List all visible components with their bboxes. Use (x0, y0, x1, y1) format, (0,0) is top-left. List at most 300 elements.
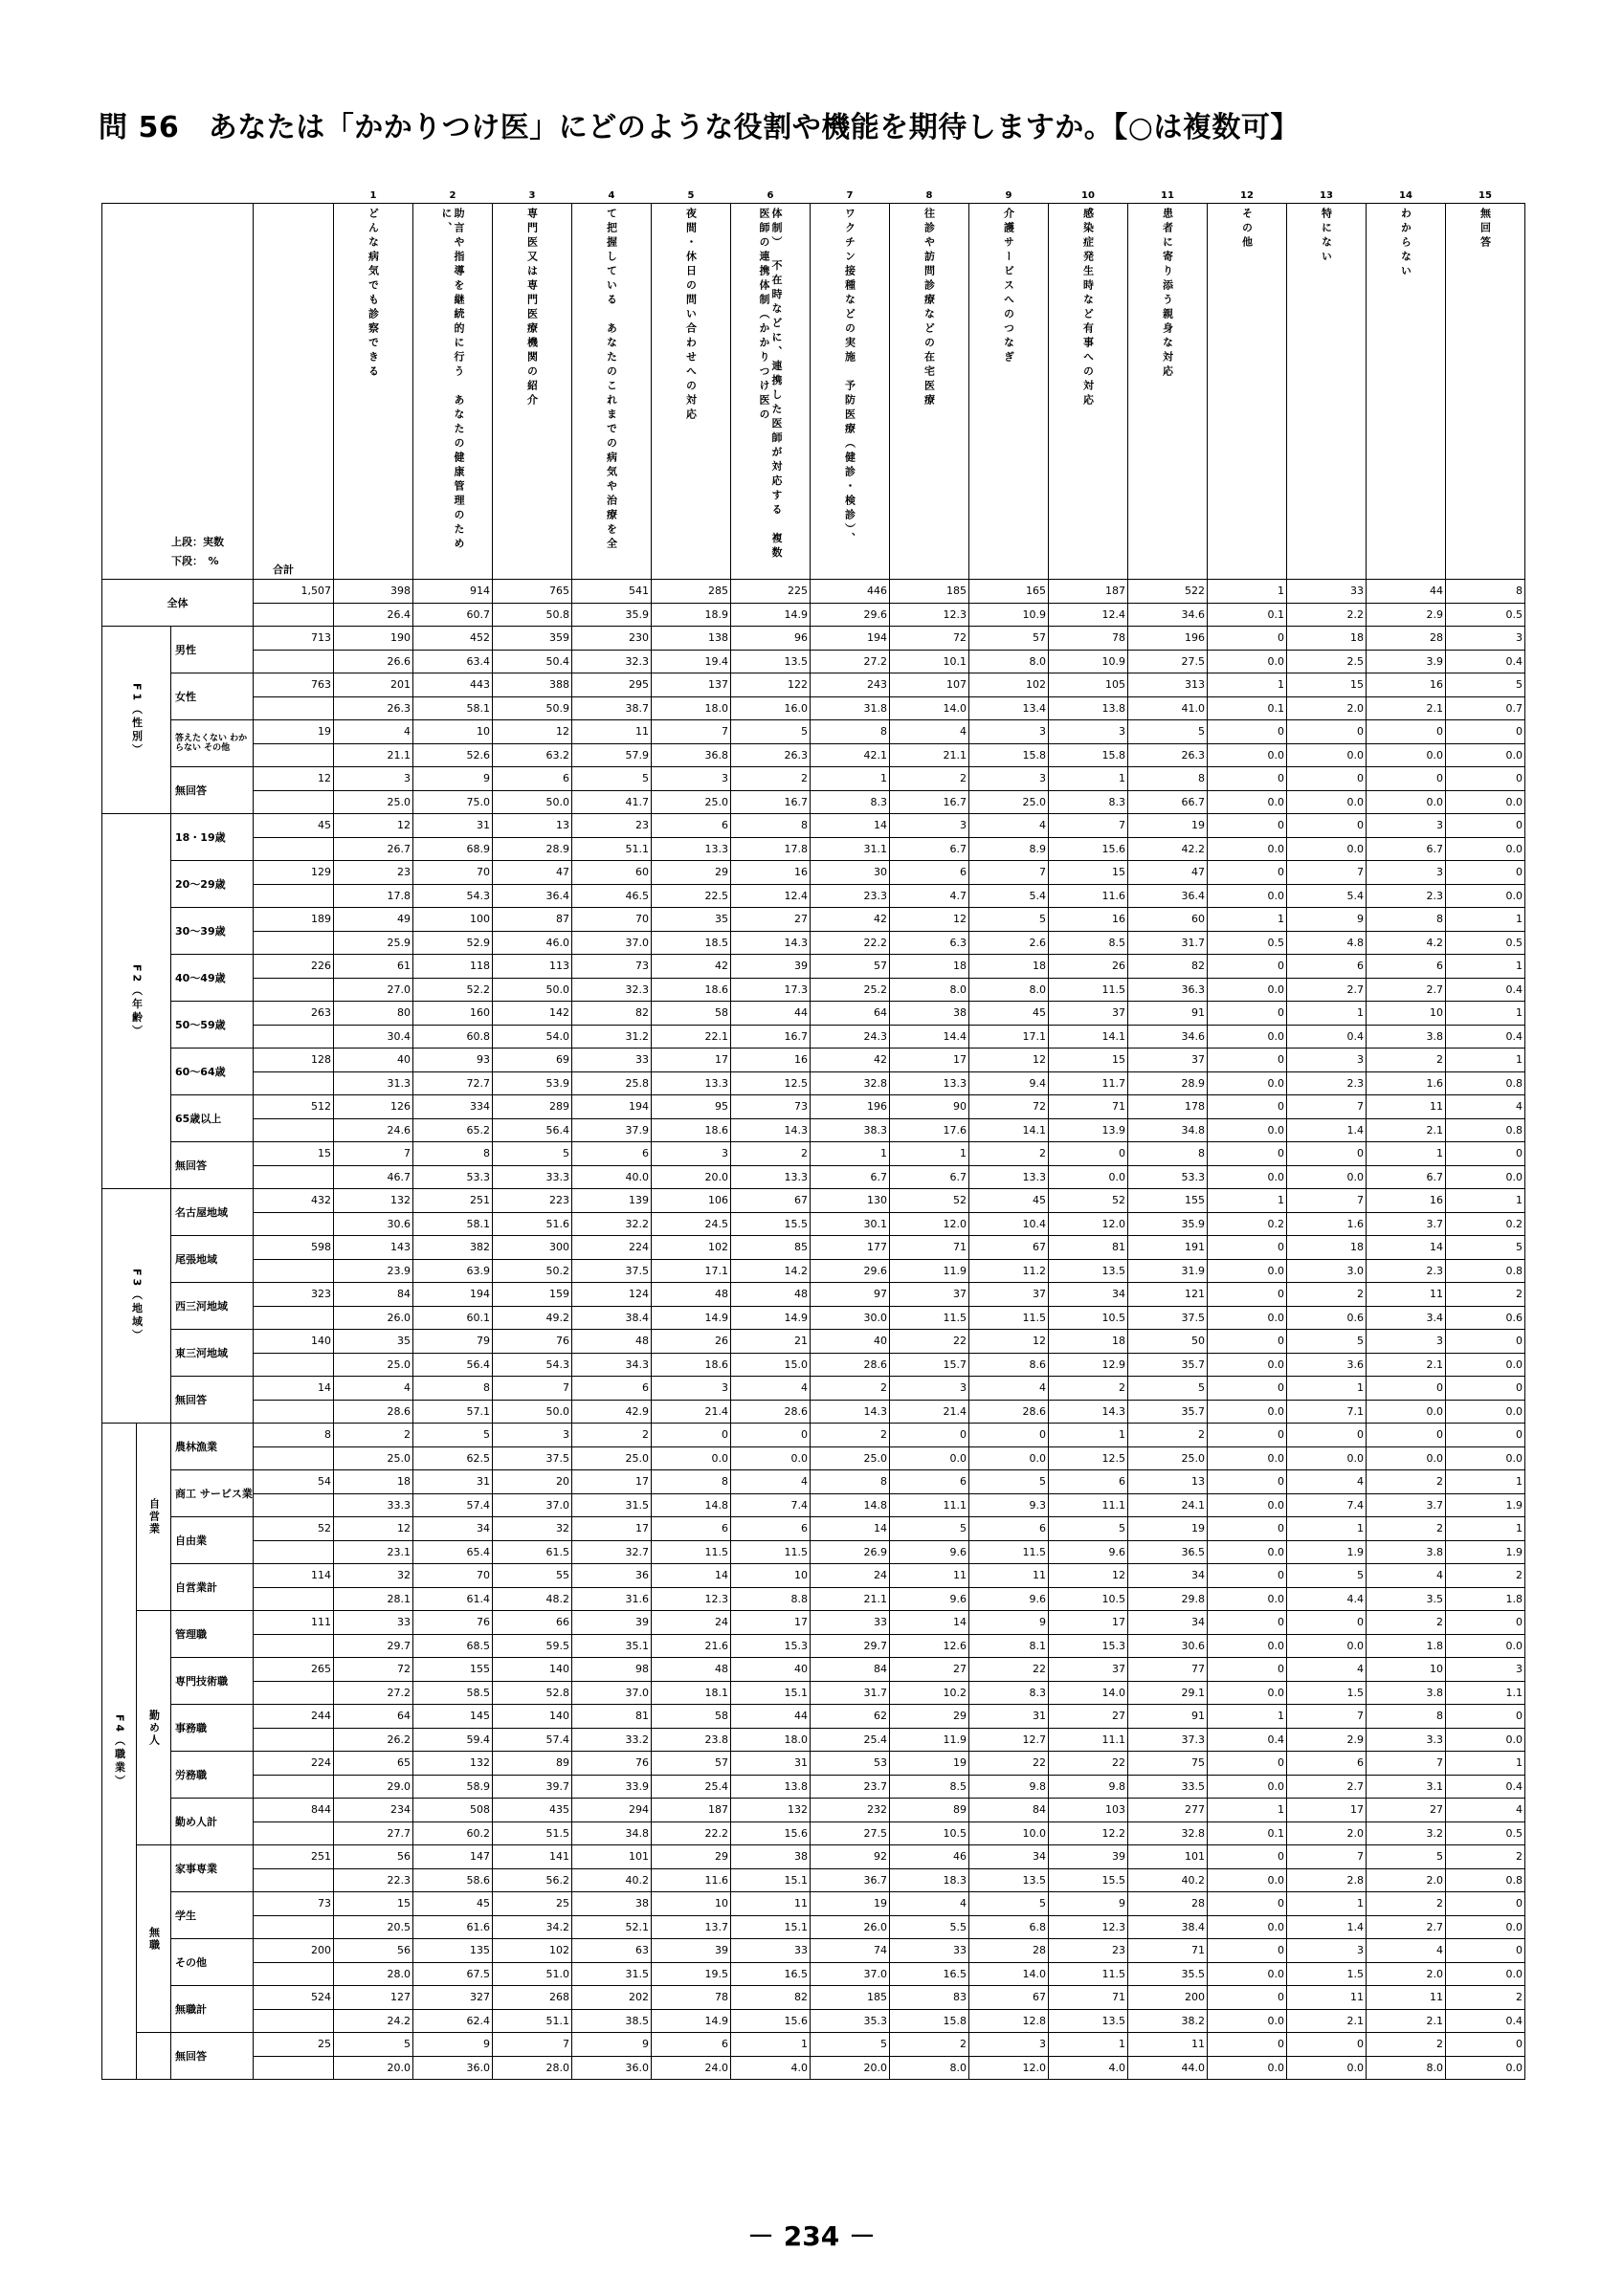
count-value: 52 (1049, 1189, 1127, 1213)
percent-value: 12.3 (943, 608, 967, 621)
data-cell (413, 1939, 493, 1986)
data-cell (413, 1799, 493, 1845)
data-cell (493, 1142, 572, 1189)
percent-value: 38.4 (1181, 1921, 1205, 1933)
data-cell (572, 1658, 652, 1705)
percent-value: 0.5 (1505, 937, 1523, 949)
data-cell (1128, 955, 1208, 1002)
percent-value: 13.8 (1101, 702, 1125, 715)
percent-value: 3.2 (1426, 1827, 1443, 1840)
count-value: 113 (493, 955, 571, 979)
percent-value: 36.4 (545, 890, 569, 902)
table-row (102, 1892, 1525, 1939)
data-cell (1208, 627, 1287, 673)
percent-value: 5.4 (1029, 890, 1046, 902)
percent-value: 58.1 (466, 1218, 490, 1230)
data-cell (1128, 1283, 1208, 1330)
total-cell (254, 767, 334, 814)
data-cell (572, 1095, 652, 1142)
percent-value: 28.0 (387, 1968, 411, 1980)
count-value: 200 (254, 1939, 333, 1963)
option-number: 3 (528, 189, 536, 201)
count-value: 223 (493, 1189, 571, 1213)
data-cell (1208, 1189, 1287, 1236)
data-cell (731, 1892, 811, 1939)
percent-value: 22.2 (863, 937, 887, 949)
count-value: 31 (969, 1705, 1048, 1729)
count-value: 3 (1367, 1330, 1445, 1354)
count-value: 1 (1287, 1002, 1366, 1026)
percent-value: 2.7 (1346, 983, 1364, 996)
count-value: 224 (572, 1236, 651, 1260)
percent-value: 33.5 (1181, 1780, 1205, 1793)
data-cell (334, 1049, 413, 1095)
percent-value: 18.6 (704, 1358, 728, 1371)
data-cell (1049, 1283, 1128, 1330)
count-value: 67 (969, 1986, 1048, 2010)
data-cell (1128, 767, 1208, 814)
data-cell (811, 1892, 890, 1939)
count-value: 6 (572, 1377, 651, 1401)
total-cell (254, 1986, 334, 2033)
percent-value: 8.0 (1029, 983, 1046, 996)
data-cell (1446, 1424, 1525, 1470)
data-cell (890, 1424, 969, 1470)
percent-value: 31.8 (863, 702, 887, 715)
data-cell (1049, 1752, 1128, 1799)
count-value: 135 (413, 1939, 492, 1963)
percent-value: 28.6 (863, 1358, 887, 1371)
count-value: 5 (1446, 1236, 1524, 1260)
data-cell (1367, 861, 1446, 908)
percent-value: 14.9 (784, 1312, 808, 1324)
count-value: 72 (890, 627, 968, 651)
percent-value: 35.9 (1181, 1218, 1205, 1230)
percent-value: 6.7 (1426, 843, 1443, 855)
percent-value: 8.0 (949, 983, 967, 996)
percent-value: 59.4 (466, 1733, 490, 1746)
count-value: 2 (1446, 1283, 1524, 1307)
percent-value: 46.7 (387, 1171, 411, 1183)
count-value: 159 (493, 1283, 571, 1307)
count-value: 5 (969, 1892, 1048, 1916)
percent-value (254, 1588, 333, 1611)
count-value: 18 (334, 1470, 412, 1494)
percent-value (254, 1635, 333, 1658)
data-cell (493, 627, 572, 673)
percent-value: 0.0 (1267, 1968, 1284, 1980)
data-cell (1287, 1189, 1367, 1236)
data-cell (413, 1705, 493, 1752)
data-cell (1208, 1377, 1287, 1424)
percent-value: 13.3 (1022, 1171, 1046, 1183)
count-value: 10 (1367, 1658, 1445, 1682)
percent-value: 19.4 (704, 655, 728, 668)
percent-value: 58.5 (466, 1687, 490, 1699)
data-cell (1208, 673, 1287, 720)
data-cell (811, 1658, 890, 1705)
percent-value: 15.8 (943, 2015, 967, 2027)
data-cell (1208, 1611, 1287, 1658)
percent-value: 72.7 (466, 1077, 490, 1090)
data-cell (1287, 1470, 1367, 1517)
count-value: 2 (1049, 1377, 1127, 1401)
data-cell (1208, 1564, 1287, 1611)
percent-value: 5.5 (949, 1921, 967, 1933)
data-cell (969, 1236, 1049, 1283)
percent-value: 24.2 (387, 2015, 411, 2027)
data-cell (1208, 1705, 1287, 1752)
percent-value: 0.0 (1267, 655, 1284, 668)
option-text: 介護サービスへのつなぎ (1002, 208, 1015, 365)
count-value: 24 (652, 1611, 730, 1635)
count-value: 14 (811, 1517, 889, 1541)
count-value: 5 (969, 908, 1048, 932)
percent-value: 14.0 (1101, 1687, 1125, 1699)
count-value: 18 (1049, 1330, 1127, 1354)
data-cell (890, 955, 969, 1002)
count-value: 5 (890, 1517, 968, 1541)
percent-value: 23.1 (387, 1546, 411, 1558)
percent-value: 54.3 (545, 1358, 569, 1371)
data-cell (1367, 1424, 1446, 1470)
percent-value: 17.1 (704, 1265, 728, 1277)
data-cell (890, 1142, 969, 1189)
upper-label: 上段：実数 (171, 536, 224, 548)
count-value: 70 (413, 861, 492, 885)
count-value: 56 (334, 1845, 412, 1869)
percent-value: 0.0 (1426, 1405, 1443, 1418)
count-value: 22 (890, 1330, 968, 1354)
percent-value: 0.0 (1426, 1452, 1443, 1465)
percent-value: 0.0 (1267, 1452, 1284, 1465)
count-value: 14 (811, 814, 889, 838)
data-cell (731, 1845, 811, 1892)
data-cell (334, 1564, 413, 1611)
count-value: 8 (413, 1377, 492, 1401)
row-label-all: 全体 (102, 580, 254, 627)
percent-value (254, 1026, 333, 1049)
data-cell (1287, 673, 1367, 720)
data-cell (1367, 814, 1446, 861)
data-cell (652, 1611, 731, 1658)
percent-value: 49.2 (545, 1312, 569, 1324)
percent-value: 24.3 (863, 1030, 887, 1043)
data-cell (413, 1424, 493, 1470)
count-value: 2 (1367, 1611, 1445, 1635)
data-cell (413, 1845, 493, 1892)
data-cell (890, 1799, 969, 1845)
data-cell (1367, 1658, 1446, 1705)
percent-value: 3.7 (1426, 1499, 1443, 1512)
count-value: 84 (969, 1799, 1048, 1822)
data-cell (413, 1189, 493, 1236)
count-value: 12 (969, 1330, 1048, 1354)
data-cell (1287, 1330, 1367, 1377)
percent-value: 2.7 (1426, 983, 1443, 996)
data-cell (334, 1236, 413, 1283)
percent-value: 36.4 (1181, 890, 1205, 902)
data-cell (413, 1986, 493, 2033)
total-cell (254, 1377, 334, 1424)
count-value: 598 (254, 1236, 333, 1260)
count-value: 73 (572, 955, 651, 979)
percent-value (254, 838, 333, 861)
percent-value (254, 2010, 333, 2033)
count-value: 1 (731, 2033, 810, 2057)
percent-value: 60.8 (466, 1030, 490, 1043)
count-value: 0 (1208, 1424, 1286, 1447)
count-value: 4 (334, 1377, 412, 1401)
data-cell (652, 673, 731, 720)
data-cell (1367, 1377, 1446, 1424)
data-cell (731, 1658, 811, 1705)
percent-value: 31.7 (863, 1687, 887, 1699)
data-cell (572, 767, 652, 814)
percent-value: 54.3 (466, 890, 490, 902)
count-value: 0 (1287, 767, 1366, 791)
count-value: 39 (652, 1939, 730, 1963)
percent-value: 36.3 (1181, 983, 1205, 996)
percent-value: 2.2 (1346, 608, 1364, 621)
percent-value: 0.0 (1505, 1358, 1523, 1371)
data-cell (811, 1189, 890, 1236)
count-value: 4 (890, 1892, 968, 1916)
count-value: 191 (1128, 1236, 1207, 1260)
data-cell (334, 1845, 413, 1892)
percent-value: 40.2 (1181, 1874, 1205, 1887)
data-cell (890, 580, 969, 627)
count-value: 31 (413, 814, 492, 838)
data-cell (1208, 580, 1287, 627)
percent-value: 50.4 (545, 655, 569, 668)
option-number: 5 (687, 189, 695, 201)
percent-value: 2.1 (1346, 2015, 1364, 2027)
count-value: 4 (1446, 1095, 1524, 1119)
percent-value: 25.0 (387, 1358, 411, 1371)
percent-value: 15.5 (1101, 1874, 1125, 1887)
percent-value: 37.0 (863, 1968, 887, 1980)
data-cell (493, 814, 572, 861)
option-number: 11 (1161, 189, 1174, 201)
count-value: 132 (731, 1799, 810, 1822)
percent-value: 14.2 (784, 1265, 808, 1277)
row-label: 50～59歳 (171, 1002, 254, 1049)
count-value: 12 (1049, 1564, 1127, 1588)
percent-value: 35.9 (625, 608, 649, 621)
data-cell (1287, 767, 1367, 814)
count-value: 78 (652, 1986, 730, 2010)
percent-value: 11.1 (1101, 1499, 1125, 1512)
data-cell (1128, 1986, 1208, 2033)
count-value: 294 (572, 1799, 651, 1822)
count-value: 0 (1208, 1283, 1286, 1307)
data-cell (334, 767, 413, 814)
data-cell (493, 1236, 572, 1283)
percent-value: 0.1 (1267, 608, 1284, 621)
count-value: 67 (969, 1236, 1048, 1260)
data-cell (493, 1564, 572, 1611)
data-cell (811, 1752, 890, 1799)
data-cell (890, 908, 969, 955)
count-value: 19 (254, 720, 333, 744)
data-cell (1208, 1049, 1287, 1095)
data-cell (1049, 908, 1128, 955)
count-value: 0 (1208, 861, 1286, 885)
percent-value: 31.5 (625, 1499, 649, 1512)
data-cell (1287, 1986, 1367, 2033)
data-cell (1049, 1939, 1128, 1986)
count-value: 147 (413, 1845, 492, 1869)
percent-value: 26.7 (387, 843, 411, 855)
data-cell (1287, 814, 1367, 861)
count-value: 165 (969, 580, 1048, 604)
data-cell (572, 1283, 652, 1330)
percent-value: 13.8 (784, 1780, 808, 1793)
data-cell (1049, 1845, 1128, 1892)
percent-value: 0.2 (1505, 1218, 1523, 1230)
percent-value: 27.2 (863, 655, 887, 668)
data-cell (413, 1470, 493, 1517)
count-value: 0 (1208, 1939, 1286, 1963)
percent-value (254, 1494, 333, 1517)
count-value: 0 (1446, 861, 1524, 885)
data-cell (413, 814, 493, 861)
percent-value: 6.8 (1029, 1921, 1046, 1933)
count-value: 4 (334, 720, 412, 744)
percent-value: 25.0 (704, 796, 728, 808)
count-value: 5 (572, 767, 651, 791)
count-value: 0 (1287, 1611, 1366, 1635)
percent-value: 6.3 (949, 937, 967, 949)
count-value: 1 (1208, 1799, 1286, 1822)
percent-value: 14.1 (1022, 1124, 1046, 1137)
count-value: 3 (652, 1377, 730, 1401)
percent-value: 32.8 (1181, 1827, 1205, 1840)
count-value: 102 (652, 1236, 730, 1260)
data-cell (572, 1517, 652, 1564)
data-cell (811, 673, 890, 720)
count-value: 7 (1367, 1752, 1445, 1776)
percent-value: 37.5 (1181, 1312, 1205, 1324)
count-value: 452 (413, 627, 492, 651)
percent-value: 2.0 (1346, 1827, 1364, 1840)
count-value: 2 (890, 767, 968, 791)
table-row (102, 1799, 1525, 1845)
data-cell (1446, 1892, 1525, 1939)
count-value: 15 (1049, 1049, 1127, 1072)
percent-value: 60.1 (466, 1312, 490, 1324)
percent-value: 0.0 (1346, 1452, 1364, 1465)
count-value: 45 (969, 1002, 1048, 1026)
data-cell (1128, 1424, 1208, 1470)
data-cell (1367, 720, 1446, 767)
percent-value (254, 2057, 333, 2080)
percent-value: 22.5 (704, 890, 728, 902)
percent-value: 0.0 (1267, 890, 1284, 902)
count-value: 0 (1287, 720, 1366, 744)
percent-value: 3.0 (1346, 1265, 1364, 1277)
percent-value: 61.4 (466, 1593, 490, 1605)
count-value: 132 (334, 1189, 412, 1213)
data-cell (1049, 1517, 1128, 1564)
data-cell (1049, 1705, 1128, 1752)
page-number: － 234 － (747, 2220, 876, 2252)
percent-value (254, 1729, 333, 1752)
count-value: 1 (1208, 673, 1286, 697)
data-cell (1128, 1658, 1208, 1705)
table-row (102, 861, 1525, 908)
count-value: 74 (811, 1939, 889, 1963)
count-value: 5 (1049, 1517, 1127, 1541)
count-value: 85 (731, 1236, 810, 1260)
count-value: 6 (652, 2033, 730, 2057)
table-row (102, 1986, 1525, 2033)
option-number: 8 (925, 189, 933, 201)
data-cell (493, 1189, 572, 1236)
count-value: 914 (413, 580, 492, 604)
data-cell (572, 1611, 652, 1658)
group-label (137, 2033, 171, 2080)
data-cell (572, 908, 652, 955)
percent-value: 63.9 (466, 1265, 490, 1277)
option-header (969, 204, 1049, 580)
data-cell (811, 955, 890, 1002)
percent-value: 32.2 (625, 1218, 649, 1230)
count-value: 71 (1049, 1095, 1127, 1119)
count-value: 1 (1208, 580, 1286, 604)
count-value: 17 (652, 1049, 730, 1072)
percent-value: 4.2 (1426, 937, 1443, 949)
data-cell (1367, 1611, 1446, 1658)
option-header (1446, 204, 1525, 580)
count-value: 0 (1049, 1142, 1127, 1166)
total-cell (254, 1236, 334, 1283)
percent-value: 15.1 (784, 1921, 808, 1933)
row-label: 自由業 (171, 1517, 254, 1564)
count-value: 130 (811, 1189, 889, 1213)
percent-value: 18.6 (704, 1124, 728, 1137)
count-value: 5 (1128, 1377, 1207, 1401)
count-value: 3 (1287, 1049, 1366, 1072)
data-cell (413, 1564, 493, 1611)
count-value: 81 (572, 1705, 651, 1729)
total-cell (254, 1752, 334, 1799)
data-cell (334, 2033, 413, 2080)
percent-value: 9.6 (1108, 1546, 1125, 1558)
percent-value: 0.4 (1505, 1780, 1523, 1793)
percent-value: 15.6 (1101, 843, 1125, 855)
count-value: 89 (890, 1799, 968, 1822)
count-value: 3 (493, 1424, 571, 1447)
count-value: 243 (811, 673, 889, 697)
option-text: 感染症発生時など有事への対応 (1081, 208, 1095, 408)
percent-value: 1.9 (1505, 1546, 1523, 1558)
data-cell (890, 1986, 969, 2033)
data-cell (1367, 1142, 1446, 1189)
count-value: 268 (493, 1986, 571, 2010)
data-cell (1446, 767, 1525, 814)
count-value: 4 (1367, 1564, 1445, 1588)
data-cell (1049, 1470, 1128, 1517)
data-cell (969, 673, 1049, 720)
count-value: 32 (334, 1564, 412, 1588)
data-cell (1128, 1517, 1208, 1564)
total-cell (254, 1517, 334, 1564)
data-cell (1446, 720, 1525, 767)
percent-value: 8.5 (949, 1780, 967, 1793)
table-row (102, 1189, 1525, 1236)
